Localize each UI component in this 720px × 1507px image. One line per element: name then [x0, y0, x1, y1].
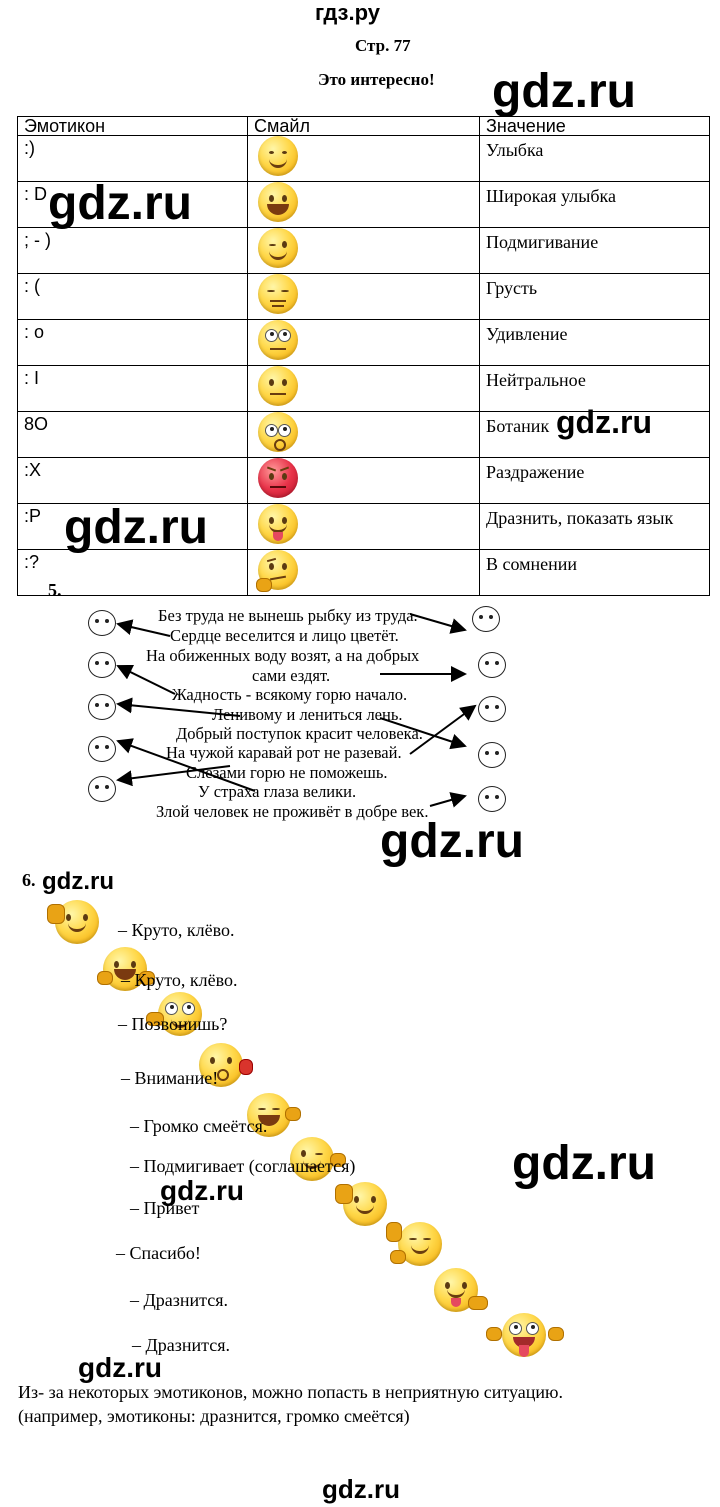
emoticon-meaning: Дразнить, показать язык	[480, 504, 710, 550]
proverb: Сердце веселится и лицо цветёт.	[170, 626, 399, 645]
site-title: гдз.ру	[315, 0, 380, 25]
thank-you-emoji-icon	[398, 1222, 442, 1266]
table-row	[18, 320, 710, 366]
neutral-icon	[258, 366, 298, 406]
watermark: gdz.ru	[512, 1137, 656, 1190]
watermark: gdz.ru	[48, 177, 192, 230]
face-doodle-icon	[478, 696, 506, 722]
header-cell: Значение	[480, 117, 710, 136]
emoticon-code: : (	[18, 274, 248, 320]
table-header-row	[18, 117, 710, 136]
emoticon-meaning: Ботаник	[480, 412, 710, 458]
emoticon-code: 8O	[18, 412, 248, 458]
emoticon-meaning: Раздражение	[480, 458, 710, 504]
emoji-caption: – Подмигивает (соглашается)	[130, 1156, 356, 1176]
emoticon-code: : I	[18, 366, 248, 412]
hello-emoji-icon	[343, 1182, 387, 1226]
watermark: gdz.ru	[42, 868, 114, 895]
face-doodle-icon	[472, 606, 500, 632]
conclusion-line-2: (например, эмотиконы: дразнится, громко смеётся)	[18, 1406, 410, 1426]
face-doodle-icon	[88, 736, 116, 762]
table-row	[18, 136, 710, 182]
emoticon-meaning: В сомнении	[480, 550, 710, 596]
emoticon-code: : D	[18, 182, 248, 228]
emoji-caption: – Круто, клёво.	[121, 970, 238, 990]
emoji-caption: – Внимание!	[121, 1068, 219, 1088]
angry-icon	[258, 458, 298, 498]
watermark: gdz.ru	[556, 404, 652, 440]
section-5-number: 5.	[48, 580, 62, 600]
watermark: gdz.ru	[160, 1175, 244, 1206]
page-number: Стр. 77	[355, 36, 411, 55]
face-doodle-icon	[88, 610, 116, 636]
table-row	[18, 274, 710, 320]
emoticon-meaning: Нейтральное	[480, 366, 710, 412]
proverb: Без труда не вынешь рыбку из труда.	[158, 606, 418, 625]
emoji-caption: – Дразнится.	[130, 1290, 228, 1310]
watermark: gdz.ru	[78, 1352, 162, 1383]
face-doodle-icon	[88, 694, 116, 720]
watermark: gdz.ru	[380, 815, 524, 868]
emoticon-code: :X	[18, 458, 248, 504]
proverb: Ленивому и лениться лень.	[212, 705, 403, 724]
emoji-caption: – Привет	[130, 1198, 200, 1218]
emoji-caption: – Круто, клёво.	[118, 920, 235, 940]
sad-icon	[258, 274, 298, 314]
watermark: gdz.ru	[322, 1474, 400, 1504]
watermark: gdz.ru	[492, 65, 636, 118]
table-row	[18, 458, 710, 504]
emoticon-code: : o	[18, 320, 248, 366]
emoticon-meaning: Улыбка	[480, 136, 710, 182]
proverb: Добрый поступок красит человека.	[176, 724, 423, 743]
face-doodle-icon	[478, 786, 506, 812]
emoji-caption: – Громко смеётся.	[130, 1116, 268, 1136]
grin-icon	[258, 182, 298, 222]
tongue-icon	[258, 504, 298, 544]
nerd-icon	[258, 412, 298, 452]
header-cell: Смайл	[248, 117, 480, 136]
thumbs-up-emoji-icon	[55, 900, 99, 944]
face-doodle-icon	[88, 652, 116, 678]
surprised-icon	[258, 320, 298, 360]
wink-icon	[258, 228, 298, 268]
emoticon-code: :?	[18, 550, 248, 596]
table-row	[18, 550, 710, 596]
proverb: У страха глаза велики.	[198, 782, 357, 801]
emoticon-meaning: Широкая улыбка	[480, 182, 710, 228]
emoticon-meaning: Удивление	[480, 320, 710, 366]
proverb: сами ездят.	[252, 666, 331, 685]
section-6-number: 6.	[22, 870, 36, 890]
teasing-emoji-icon	[434, 1268, 478, 1312]
teasing-tongue-emoji-icon	[502, 1313, 546, 1357]
proverbs-image	[80, 596, 520, 826]
proverb: Жадность - всякому горю начало.	[172, 685, 408, 704]
section-subtitle: Это интересно!	[318, 70, 435, 89]
proverb: На обиженных воду возят, а на добрых	[146, 646, 420, 665]
face-doodle-icon	[478, 652, 506, 678]
emoticon-meaning: Подмигивание	[480, 228, 710, 274]
proverb: Слезами горю не поможешь.	[186, 763, 388, 782]
proverb: На чужой каравай рот не разевай.	[166, 743, 402, 762]
emoji-caption: – Спасибо!	[116, 1243, 201, 1263]
proverb: Злой человек не проживёт в добре век.	[156, 802, 429, 821]
emoticon-code: :)	[18, 136, 248, 182]
emoticon-code: ; - )	[18, 228, 248, 274]
conclusion-line-1: Из- за некоторых эмотиконов, можно попасть в неприятную ситуацию.	[18, 1382, 563, 1402]
emoji-caption: – Позвонишь?	[118, 1014, 228, 1034]
watermark: gdz.ru	[64, 501, 208, 554]
emoticon-code: :P	[18, 504, 248, 550]
face-doodle-icon	[478, 742, 506, 768]
table-row	[18, 228, 710, 274]
emoticon-meaning: Грусть	[480, 274, 710, 320]
header-cell: Эмотикон	[18, 117, 248, 136]
face-doodle-icon	[88, 776, 116, 802]
emoji-caption: – Дразнится.	[132, 1335, 230, 1355]
thinking-icon	[258, 550, 298, 590]
smile-icon	[258, 136, 298, 176]
